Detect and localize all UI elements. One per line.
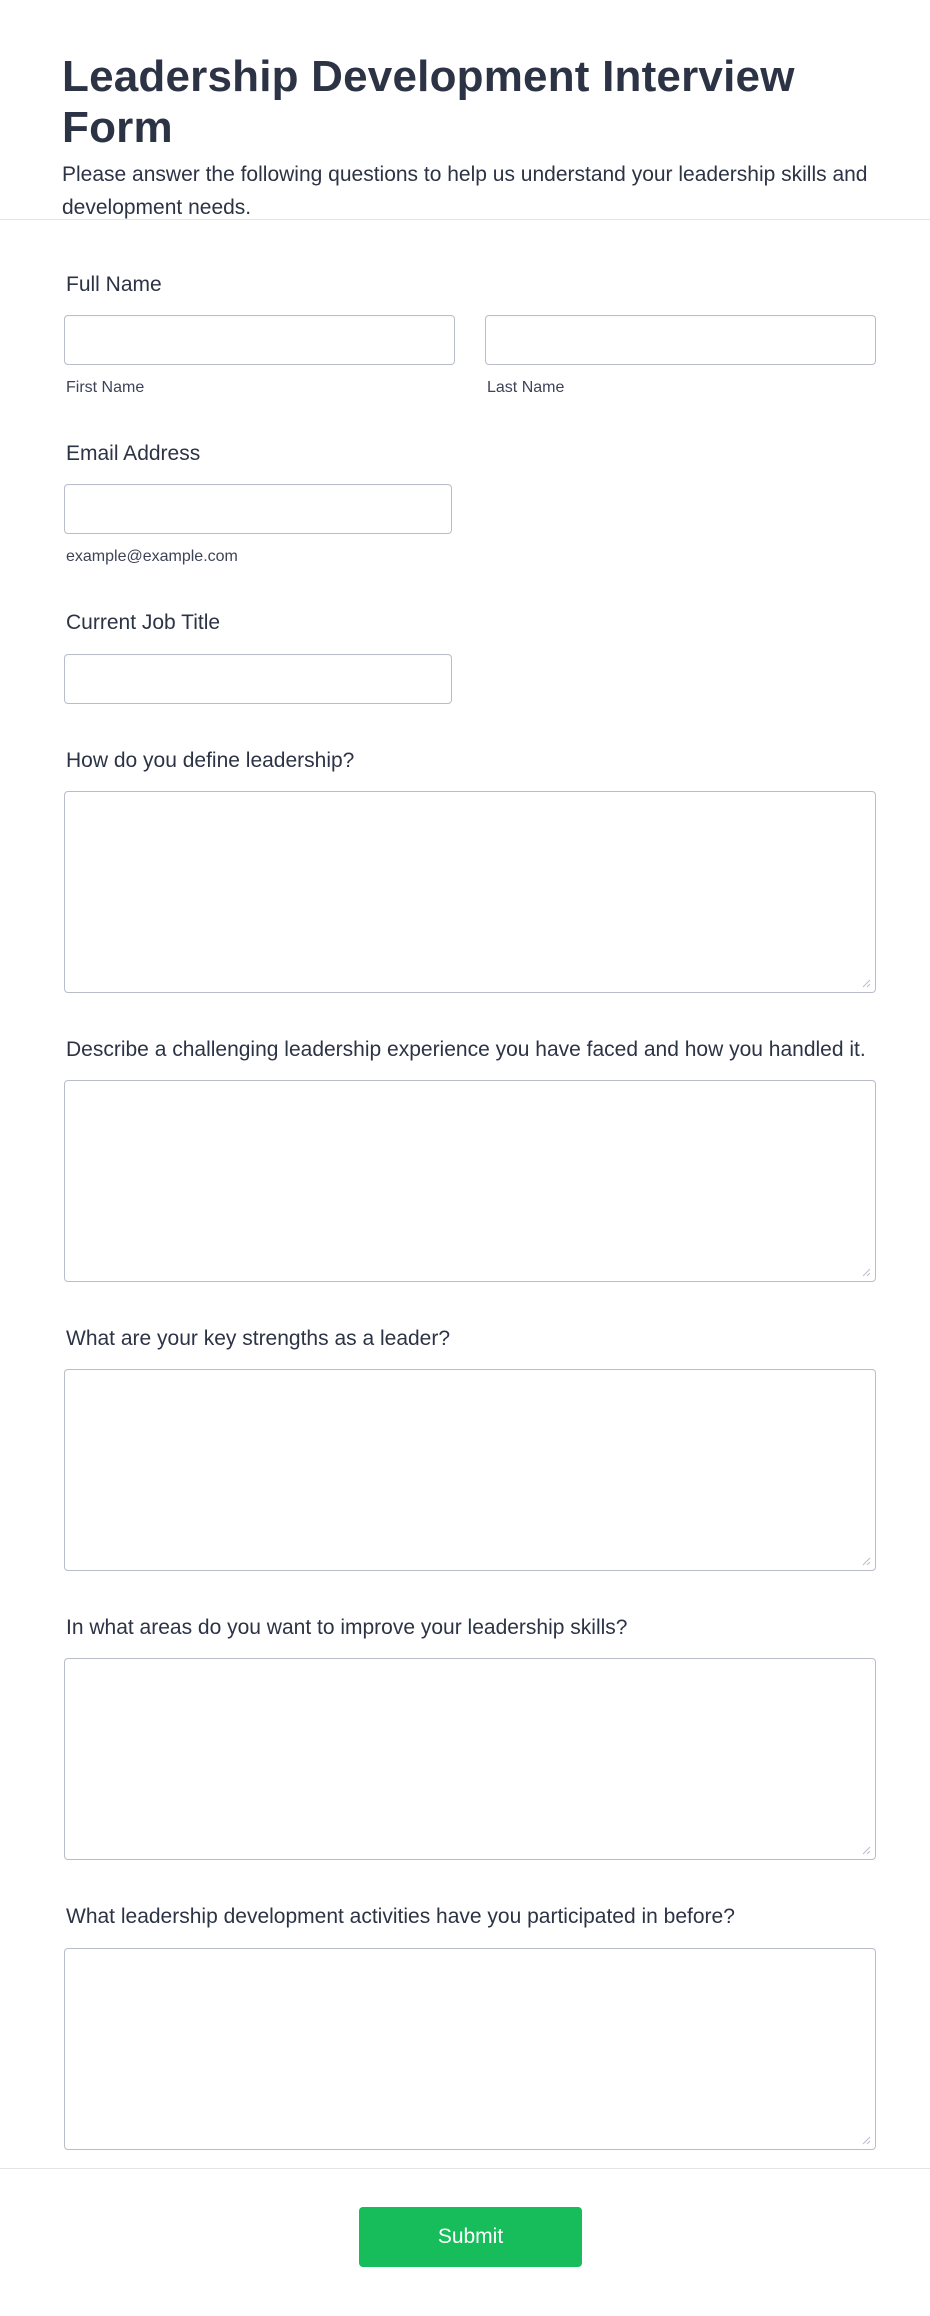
question-field: [64, 1037, 876, 1282]
question-label: In what areas do you want to improve your leadership skills?: [66, 1616, 628, 1640]
email-field: [64, 441, 876, 566]
email-input[interactable]: [64, 484, 452, 534]
first-name-sublabel: First Name: [66, 379, 145, 397]
full-name-label: Full Name: [66, 273, 162, 296]
question-2-textarea[interactable]: [65, 1081, 875, 1281]
first-name-input[interactable]: [64, 315, 455, 365]
question-textarea-box: [64, 791, 876, 993]
question-field: [64, 1615, 876, 1860]
question-textarea-box: [64, 1080, 876, 1282]
resize-grip-icon[interactable]: [861, 1556, 871, 1566]
full-name-field: [64, 272, 876, 397]
resize-grip-icon[interactable]: [861, 2135, 871, 2145]
question-field: [64, 1326, 876, 1571]
job-title-input[interactable]: [64, 654, 452, 704]
form-body: [0, 272, 930, 2150]
question-5-textarea[interactable]: [65, 1949, 875, 2149]
form-footer: [0, 2168, 930, 2316]
email-sublabel: example@example.com: [66, 548, 238, 566]
resize-grip-icon[interactable]: [861, 1845, 871, 1855]
last-name-sublabel: Last Name: [487, 379, 565, 397]
question-field: [64, 748, 876, 993]
question-textarea-box: [64, 1658, 876, 1860]
form-title: Leadership Development Interview Form: [62, 52, 795, 152]
question-label: What leadership development activities have you participated in before?: [66, 1905, 735, 1929]
email-label: Email Address: [66, 442, 201, 466]
question-textarea-box: [64, 1948, 876, 2150]
question-4-textarea[interactable]: [65, 1659, 875, 1859]
last-name-col: [485, 315, 876, 397]
question-label: Describe a challenging leadership experience you have faced and how you handled it.: [66, 1037, 866, 1061]
form-header: [0, 0, 930, 220]
job-title-field: [64, 610, 876, 703]
question-field: [64, 1904, 876, 2149]
submit-button[interactable]: Submit: [359, 2207, 582, 2267]
full-name-row: [64, 315, 876, 397]
first-name-col: [64, 315, 455, 397]
question-1-textarea[interactable]: [65, 792, 875, 992]
last-name-input[interactable]: [485, 315, 876, 365]
job-title-label: Current Job Title: [66, 611, 221, 635]
question-3-textarea[interactable]: [65, 1370, 875, 1570]
form-subtitle: Please answer the following questions to help us understand your leadership skills and development needs.: [62, 163, 868, 219]
question-textarea-box: [64, 1369, 876, 1571]
resize-grip-icon[interactable]: [861, 1267, 871, 1277]
question-label: What are your key strengths as a leader?: [66, 1326, 451, 1350]
resize-grip-icon[interactable]: [861, 978, 871, 988]
question-label: How do you define leadership?: [66, 748, 355, 772]
